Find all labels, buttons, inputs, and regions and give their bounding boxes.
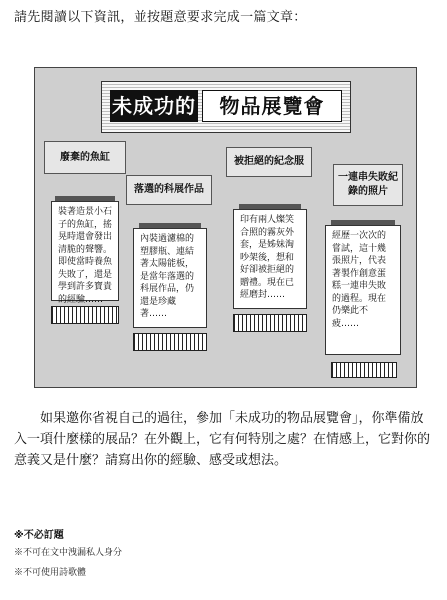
- exhibit-card-fish-tank: 裝著造景小石子的魚缸，搖晃時還會發出清脆的聲響。即使當時養魚失敗了，還是學到許多寶貴的經驗……: [51, 201, 119, 301]
- exhibit-card-rejected-jacket: 印有兩人燦笑合照的霧灰外套，是姊妹淘吵架後，想和好卻被拒絕的贈禮。現在已經磨封……: [233, 209, 307, 309]
- note-no-title: ※不必訂題: [14, 530, 64, 541]
- exhibit-label-fish-tank: 廢棄的魚缸: [44, 141, 126, 174]
- banner-title-right: 物品展覽會: [202, 90, 342, 122]
- display-stand-grille: [331, 362, 397, 378]
- exhibit-label-failure-photos: 一連串失敗紀錄的照片: [333, 164, 403, 206]
- note-privacy: ※不可在文中洩漏私人身分: [14, 548, 123, 558]
- display-stand-grille: [233, 314, 307, 332]
- display-stand-grille: [133, 333, 207, 351]
- exhibit-illustration: [34, 67, 417, 388]
- exhibit-card-failure-photos: 經歷一次次的嘗試，這十幾張照片，代表著製作創意蛋糕一連串失敗的過程。現在仍樂此不疲……: [325, 225, 401, 355]
- exhibit-card-science-project: 內裝過濾棉的塑膠瓶、連結著太陽能板，是當年落選的科展作品，仍還是珍藏著……: [133, 228, 207, 328]
- banner-title-left: 未成功的: [110, 90, 198, 122]
- writing-prompt: 如果邀你省視自己的過往，參加「未成功的物品展覽會」，你準備放入一項什麼樣的展品？在外觀上，它有何特別之處？在情感上，它對你的意義又是什麼？請寫出你的經驗、感受或想法。: [14, 411, 431, 468]
- exhibition-banner: [101, 81, 351, 133]
- note-no-poetry: ※不可使用詩歌體: [14, 568, 87, 578]
- display-stand-grille: [51, 306, 119, 324]
- exhibit-label-science-project: 落選的科展作品: [126, 175, 212, 205]
- instructions: 請先閱讀以下資訊，並按題意要求完成一篇文章：: [14, 10, 307, 25]
- exhibit-label-rejected-jacket: 被拒絕的紀念服: [226, 147, 312, 177]
